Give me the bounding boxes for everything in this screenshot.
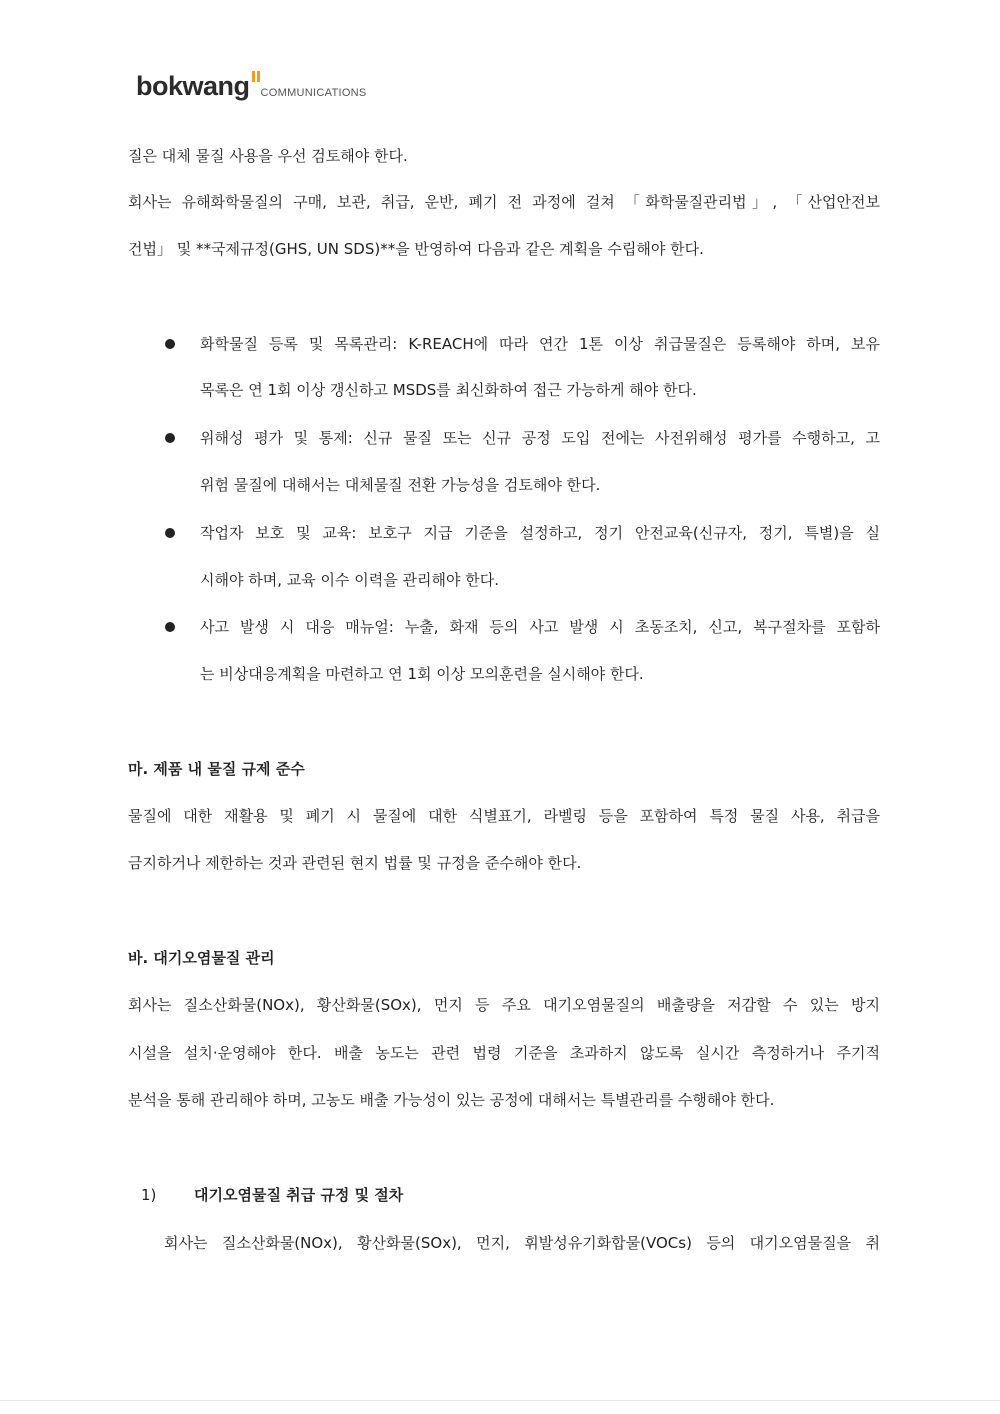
bullet-1-line-1: 화학물질 등록 및 목록관리: K-REACH에 따라 연간 1톤 이상 취급물질은 등록해야 하며, 보유 — [200, 335, 880, 353]
bullet-dot-icon — [165, 433, 175, 443]
subsection-number: 1) — [141, 1186, 157, 1204]
bullet-4-line-1: 사고 발생 시 대응 매뉴얼: 누출, 화재 등의 사고 발생 시 초동조치, 신고, 복구절차를 포함하 — [200, 618, 880, 636]
bullet-dot-icon — [165, 528, 175, 538]
section-ba-line-3: 분석을 통해 관리해야 하며, 고농도 배출 가능성이 있는 공정에 대해서는 특별관리를 수행해야 한다. — [128, 1091, 775, 1109]
section-ma-line-1: 물질에 대한 재활용 및 폐기 시 물질에 대한 식별표기, 라벨링 등을 포함하여 특정 물질 사용, 취급을 — [128, 807, 880, 825]
logo-subtitle: COMMUNICATIONS — [260, 87, 367, 99]
company-logo — [136, 70, 367, 100]
logo-wordmark: bokwang — [136, 71, 250, 101]
bullet-3-line-1: 작업자 보호 및 교육: 보호구 지급 기준을 설정하고, 정기 안전교육(신규자, 정기, 특별)을 실 — [200, 524, 880, 542]
intro-line-2: 회사는 유해화학물질의 구매, 보관, 취급, 운반, 폐기 전 과정에 걸쳐 「화학물질관리법」, 「산업안전보 — [128, 193, 880, 211]
bullet-2-line-2: 위험 물질에 대해서는 대체물질 전환 가능성을 검토해야 한다. — [200, 476, 601, 494]
bullet-3-line-2: 시해야 하며, 교육 이수 이력을 관리해야 한다. — [200, 571, 499, 589]
section-heading-ba: 바. 대기오염물질 관리 — [128, 949, 275, 967]
bullet-2-line-1: 위해성 평가 및 통제: 신규 물질 또는 신규 공정 도입 전에는 사전위해성 평가를 수행하고, 고 — [200, 429, 880, 447]
section-ba-line-1: 회사는 질소산화물(NOx), 황산화물(SOx), 먼지 등 주요 대기오염물질의 배출량을 저감할 수 있는 방지 — [128, 996, 880, 1014]
intro-line-3: 건법」 및 **국제규정(GHS, UN SDS)**을 반영하여 다음과 같은 계획을 수립해야 한다. — [128, 240, 704, 258]
section-ba-line-2: 시설을 설치·운영해야 한다. 배출 농도는 관련 법령 기준을 초과하지 않도록 실시간 측정하거나 주기적 — [128, 1044, 880, 1062]
bullet-1-line-2: 목록은 연 1회 이상 갱신하고 MSDS를 최신화하여 접근 가능하게 해야 한다. — [200, 381, 697, 399]
page-bottom-edge — [0, 1400, 1000, 1401]
bullet-dot-icon — [165, 339, 175, 349]
bullet-dot-icon — [165, 622, 175, 632]
logo-mark-icon — [251, 71, 261, 83]
subsection-1-line-1: 회사는 질소산화물(NOx), 황산화물(SOx), 먼지, 휘발성유기화합물(VOCs) 등의 대기오염물질을 취 — [164, 1234, 880, 1252]
bullet-4-line-2: 는 비상대응계획을 마련하고 연 1회 이상 모의훈련을 실시해야 한다. — [200, 665, 644, 683]
intro-line-1: 질은 대체 물질 사용을 우선 검토해야 한다. — [128, 147, 408, 165]
section-heading-ma: 마. 제품 내 물질 규제 준수 — [128, 760, 305, 778]
section-ma-line-2: 금지하거나 제한하는 것과 관련된 현지 법률 및 규정을 준수해야 한다. — [128, 854, 582, 872]
subsection-title: 대기오염물질 취급 규정 및 절차 — [194, 1186, 404, 1204]
